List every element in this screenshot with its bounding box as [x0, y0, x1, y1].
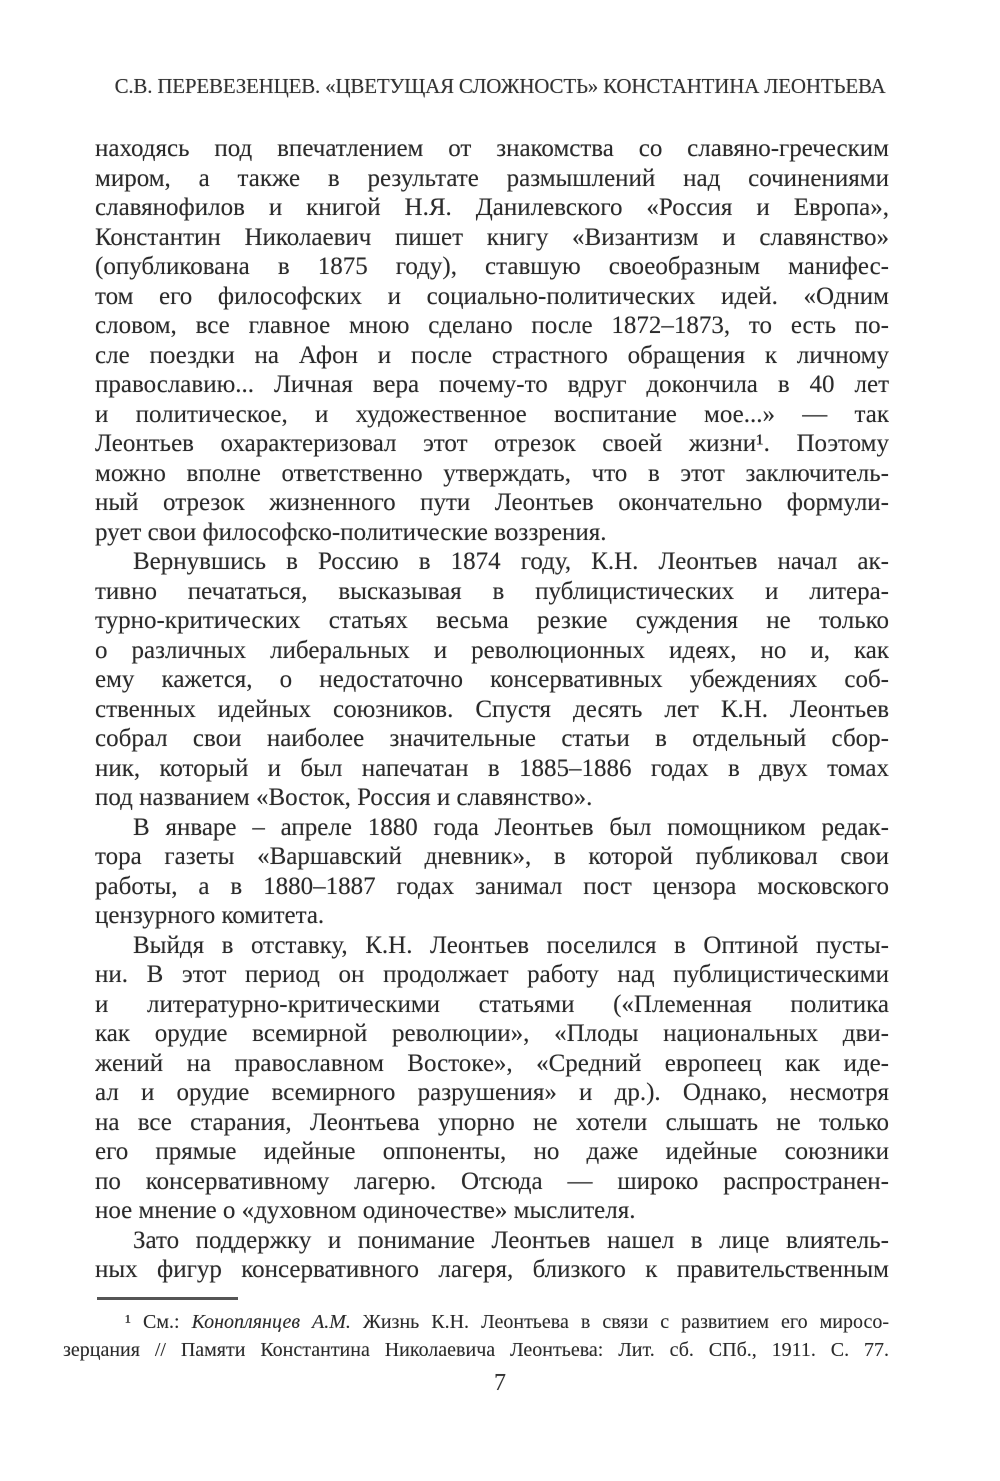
text-line: миром, а также в результате размышлений над сочинениями — [95, 164, 889, 192]
footnote-text: Жизнь К.Н. Леонтьева в связи с развитием его миросо- — [350, 1311, 889, 1333]
text-line: на все старания, Леонтьева упорно не хотели слышать не только — [95, 1108, 889, 1136]
footnote-marker: ¹ См.: — [125, 1311, 192, 1333]
text-line: Леонтьев охарактеризовал этот отрезок своей жизни¹. Поэтому — [95, 430, 889, 457]
text-line: ных фигур консервативного лагеря, близкого к правительственным — [95, 1256, 889, 1283]
text-line: Зато поддержку и понимание Леонтьев нашел в лице влиятель- — [133, 1226, 889, 1254]
text-line: Константин Николаевич пишет книгу «Византизм и славянство» — [95, 223, 889, 251]
text-line: его прямые идейные оппоненты, но даже идейные союзники — [95, 1138, 889, 1165]
text-line: ни. В этот период он продолжает работу над публицистическими — [95, 961, 889, 988]
text-line: словом, все главное мною сделано после 1872–1873, то есть по- — [95, 312, 889, 339]
text-line: православию... Личная вера почему-то вдруг докончила в 40 лет — [95, 371, 889, 398]
text-line: работы, а в 1880–1887 годах занимал пост цензора московского — [95, 872, 889, 900]
text-line: ему кажется, о недостаточно консервативных убеждениях соб- — [95, 666, 889, 693]
text-line: славянофилов и книгой Н.Я. Данилевского «Россия и Европа», — [95, 194, 889, 221]
footnote — [63, 1308, 889, 1364]
text-line: ал и орудие всемирного разрушения» и др.). Однако, несмотря — [95, 1079, 889, 1106]
text-line: Вернувшись в Россию в 1874 году, К.Н. Леонтьев начал ак- — [133, 548, 889, 575]
running-header: С.В. ПЕРЕВЕЗЕНЦЕВ. «ЦВЕТУЩАЯ СЛОЖНОСТЬ» КОНСТАНТИНА ЛЕОНТЬЕВА — [114, 74, 886, 98]
text-line: под названием «Восток, Россия и славянство». — [95, 784, 593, 811]
footnote-line: зерцания // Памяти Константина Николаевича Леонтьева: Лит. сб. СПб., 1911. С. 77. — [63, 1339, 889, 1361]
text-line: по консервативному лагерю. Отсюда — широко распространен- — [95, 1167, 889, 1195]
text-line: тивно печататься, высказывая в публицистических и литера- — [95, 577, 889, 605]
text-line: (опубликована в 1875 году), ставшую своеобразным манифес- — [95, 253, 889, 280]
text-line: собрал свои наиболее значительные статьи в отдельный сбор- — [95, 725, 889, 752]
text-line: о различных либеральных и революционных идеях, но и, как — [95, 636, 889, 664]
text-line: можно вполне ответственно утверждать, что в этот заключитель- — [95, 459, 889, 487]
text-line: и литературно-критическими статьями («Племенная политика — [95, 990, 889, 1018]
footnote-line — [63, 1308, 889, 1336]
text-line: сле поездки на Афон и после страстного обращения к личному — [95, 341, 889, 369]
text-line: ное мнение о «духовном одиночестве» мыслителя. — [95, 1197, 636, 1224]
footnote-author: Коноплянцев А.М. — [191, 1311, 351, 1333]
text-line: рует свои философско-политические воззрения. — [95, 518, 607, 546]
text-line: жений на православном Востоке», «Средний европеец как иде- — [95, 1049, 889, 1077]
text-line: находясь под впечатлением от знакомства со славяно-греческим — [95, 135, 889, 162]
text-line: том его философских и социально-политических идей. «Одним — [95, 282, 889, 310]
text-line: ный отрезок жизненного пути Леонтьев окончательно формули- — [95, 489, 889, 516]
text-line: турно-критических статьях весьма резкие суждения не только — [95, 607, 889, 634]
text-line: как орудие всемирной революции», «Плоды национальных дви- — [95, 1020, 889, 1047]
body-text — [95, 134, 889, 1285]
text-line: и политическое, и художественное воспитание мое...» — так — [95, 400, 889, 428]
page-number: 7 — [494, 1370, 506, 1396]
text-line: Выйдя в отставку, К.Н. Леонтьев поселился в Оптиной пусты- — [133, 931, 889, 959]
footnote-rule — [97, 1297, 238, 1300]
text-line: тора газеты «Варшавский дневник», в которой публиковал свои — [95, 843, 889, 870]
text-line: цензурного комитета. — [95, 902, 325, 929]
text-line: ник, который и был напечатан в 1885–1886 годах в двух томах — [95, 754, 889, 782]
text-line: В январе – апреле 1880 года Леонтьев был помощником редак- — [133, 813, 889, 841]
text-line: ственных идейных союзников. Спустя десять лет К.Н. Леонтьев — [95, 695, 889, 723]
